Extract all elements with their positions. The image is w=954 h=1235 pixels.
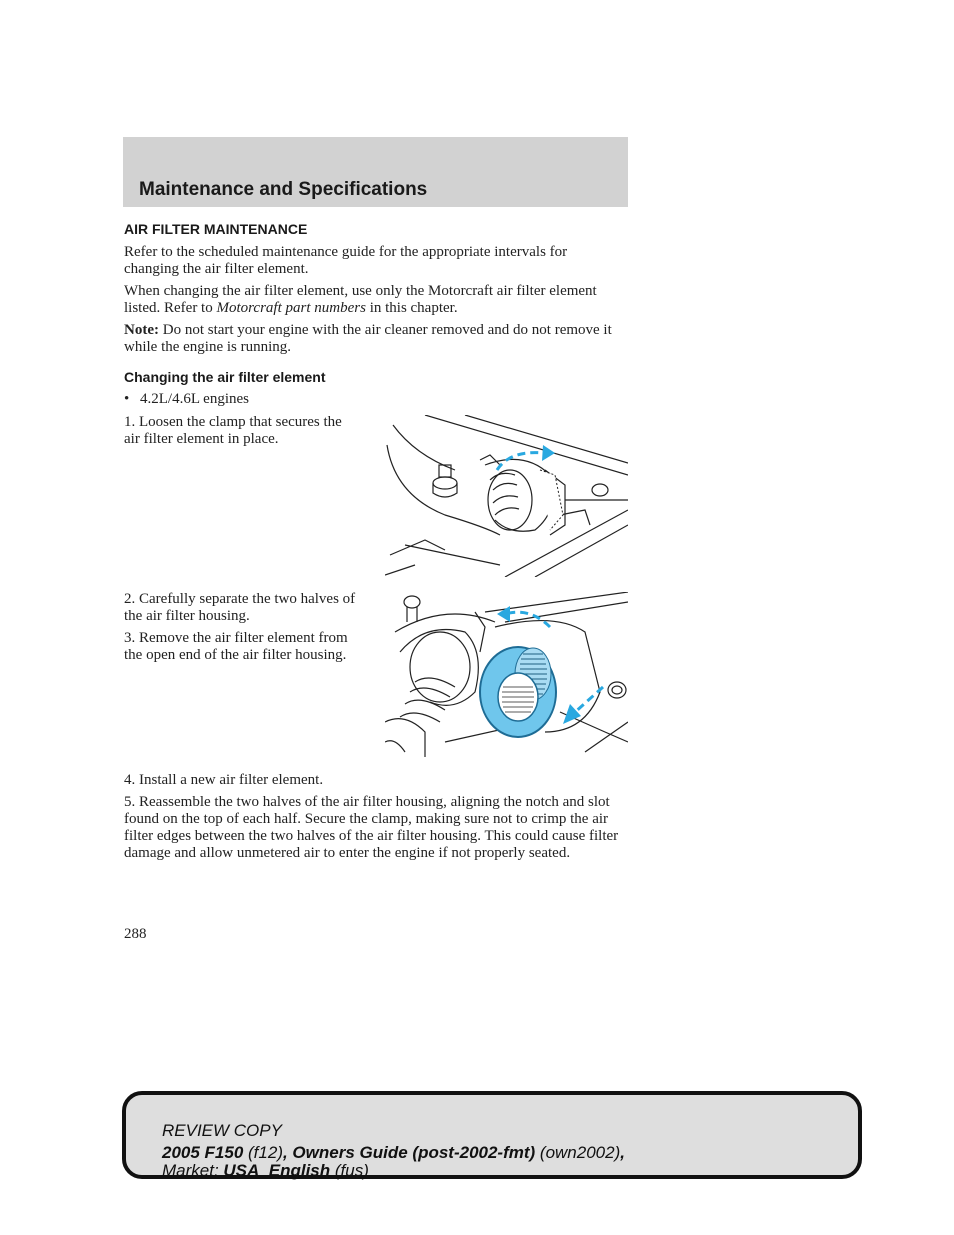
note-label: Note: — [124, 322, 159, 338]
air-filter-heading: AIR FILTER MAINTENANCE — [124, 221, 308, 237]
intro-paragraph: Refer to the scheduled maintenance guide for the appropriate intervals for changing the air filter element. — [124, 244, 568, 277]
rotate-arrow-icon — [542, 445, 555, 461]
step-1: 1. Loosen the clamp that secures the air filter element in place. — [124, 414, 342, 447]
bullet-icon: • — [124, 391, 130, 407]
filter-removal-illustration — [385, 592, 628, 757]
step-3: 3. Remove the air filter element from the open end of the air filter housing. — [124, 630, 348, 663]
review-copy-label: REVIEW COPY — [162, 1121, 282, 1140]
motorcraft-paragraph: When changing the air filter element, use only the Motorcraft air filter element listed. Refer to Motorcraft part numbers in this chapter. — [124, 283, 597, 316]
air-filter-element — [480, 647, 556, 737]
motorcraft-part-numbers-ref: Motorcraft part numbers — [216, 300, 366, 316]
step-5: 5. Reassemble the two halves of the air filter housing, aligning the notch and slot found on the top of each half. Secure the clamp, making sure not to crimp the air filter edges between the two halves of the air filter housing. This could cause filter damage and allow unmetered air to enter the engine if not properly seated. — [124, 794, 619, 861]
clamp-illustration — [385, 415, 628, 577]
section-title: Maintenance and Specifications — [139, 179, 428, 200]
engine-bullet: • 4.2L/4.6L engines — [124, 391, 250, 407]
footer-market-line: Market: USA_English (fus) — [162, 1161, 369, 1180]
page-number: 288 — [124, 926, 147, 942]
step-4: 4. Install a new air filter element. — [124, 772, 324, 788]
changing-filter-heading: Changing the air filter element — [124, 369, 326, 385]
footer-doc-line: 2005 F150 (f12), Owners Guide (post-2002-fmt) (own2002), — [162, 1143, 625, 1162]
step-2: 2. Carefully separate the two halves of the air filter housing. — [124, 591, 356, 624]
separate-arrow-icon — [497, 606, 510, 622]
section-header-band — [123, 137, 628, 207]
note-paragraph: Note: Do not start your engine with the air cleaner removed and do not remove it while the engine is running. — [124, 322, 612, 355]
review-copy-footer — [122, 1091, 862, 1179]
